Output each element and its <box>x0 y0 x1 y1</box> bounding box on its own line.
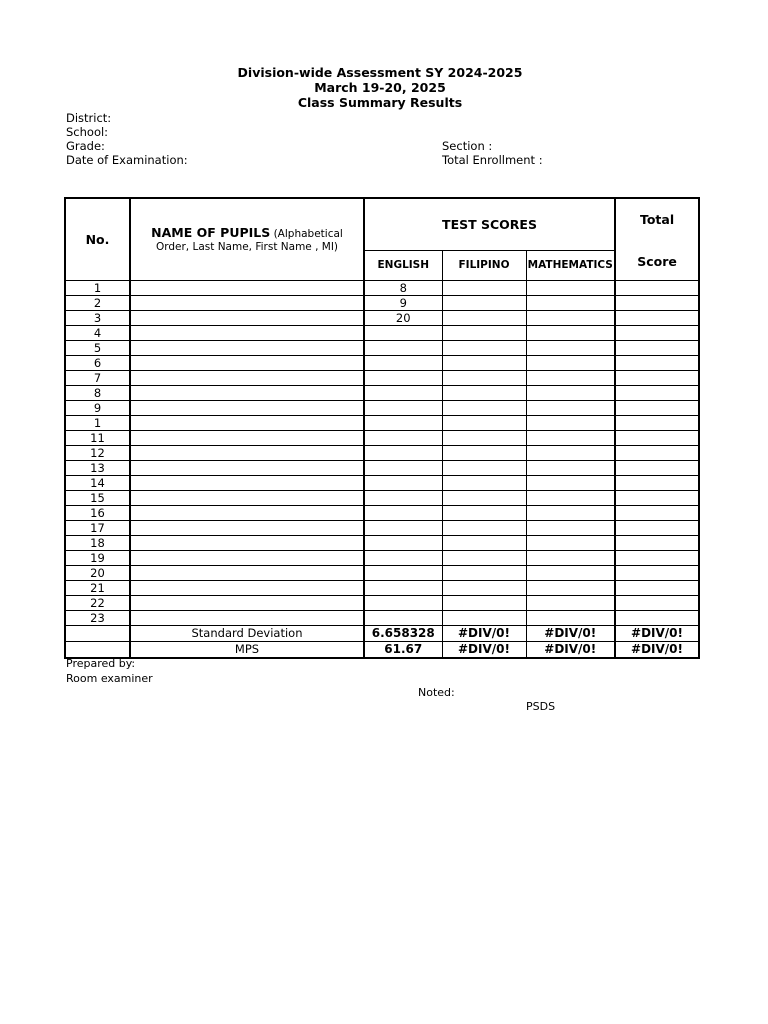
total-score-cell <box>615 611 699 626</box>
table-row <box>65 611 699 626</box>
english-score-cell <box>364 371 442 386</box>
pupil-name-cell <box>130 596 364 611</box>
total-score-cell <box>615 506 699 521</box>
pupil-name-cell <box>130 356 364 371</box>
filipino-score-cell <box>442 446 526 461</box>
filipino-score-cell <box>442 506 526 521</box>
english-score-cell <box>364 521 442 536</box>
mathematics-score-cell <box>526 341 615 356</box>
filipino-score-cell <box>442 281 526 296</box>
row-number: 12 <box>65 446 130 461</box>
filipino-score-cell <box>442 401 526 416</box>
pupil-name-cell <box>130 386 364 401</box>
pupil-name-cell <box>130 566 364 581</box>
enrollment-label: Total Enrollment : <box>442 153 543 167</box>
english-score-cell <box>364 536 442 551</box>
row-number: 13 <box>65 461 130 476</box>
filipino-score-cell <box>442 416 526 431</box>
mps-row-blank <box>65 642 130 659</box>
english-score-cell <box>364 386 442 401</box>
row-number: 2 <box>65 296 130 311</box>
pupil-name-cell <box>130 431 364 446</box>
english-score-cell <box>364 551 442 566</box>
english-score-cell <box>364 341 442 356</box>
pupil-name-cell <box>130 326 364 341</box>
pupil-name-cell <box>130 551 364 566</box>
row-number: 17 <box>65 521 130 536</box>
filipino-score-cell <box>442 596 526 611</box>
row-number: 1 <box>65 281 130 296</box>
total-score-cell <box>615 446 699 461</box>
col-header-score: Score <box>615 250 699 281</box>
total-score-cell <box>615 386 699 401</box>
pupil-name-cell <box>130 311 364 326</box>
mathematics-score-cell <box>526 416 615 431</box>
mathematics-score-cell <box>526 446 615 461</box>
col-header-filipino: FILIPINO <box>442 250 526 281</box>
row-number: 6 <box>65 356 130 371</box>
mathematics-score-cell <box>526 386 615 401</box>
total-score-cell <box>615 401 699 416</box>
row-number: 22 <box>65 596 130 611</box>
pupil-name-cell <box>130 446 364 461</box>
pupil-name-cell <box>130 506 364 521</box>
grade-label: Grade: <box>66 139 105 153</box>
row-number: 18 <box>65 536 130 551</box>
table-row <box>65 461 699 476</box>
filipino-score-cell <box>442 386 526 401</box>
standard-deviation-row-label: Standard Deviation <box>130 626 364 642</box>
doc-subtitle: Class Summary Results <box>297 95 463 110</box>
col-header-no: No. <box>65 198 130 281</box>
standard-deviation-row-filipino: #DIV/0! <box>442 626 526 642</box>
filipino-score-cell <box>442 341 526 356</box>
table-row <box>65 566 699 581</box>
col-header-name-note: (Alphabetical Order, Last Name, First Name , MI) <box>155 227 343 253</box>
mathematics-score-cell <box>526 566 615 581</box>
row-number: 4 <box>65 326 130 341</box>
table-row <box>65 416 699 431</box>
english-score-cell: 20 <box>364 311 442 326</box>
mathematics-score-cell <box>526 491 615 506</box>
table-row <box>65 536 699 551</box>
total-score-cell <box>615 371 699 386</box>
standard-deviation-row-blank <box>65 626 130 642</box>
doc-date: March 19-20, 2025 <box>314 80 446 95</box>
total-score-cell <box>615 491 699 506</box>
row-number: 15 <box>65 491 130 506</box>
mps-row-english: 61.67 <box>364 642 442 659</box>
filipino-score-cell <box>442 431 526 446</box>
table-row <box>65 341 699 356</box>
pupil-name-cell <box>130 371 364 386</box>
mps-row-label: MPS <box>130 642 364 659</box>
row-number: 3 <box>65 311 130 326</box>
pupil-name-cell <box>130 416 364 431</box>
mathematics-score-cell <box>526 611 615 626</box>
english-score-cell <box>364 326 442 341</box>
english-score-cell <box>364 596 442 611</box>
total-score-cell <box>615 461 699 476</box>
mps-row-filipino: #DIV/0! <box>442 642 526 659</box>
table-row <box>65 311 699 326</box>
mathematics-score-cell <box>526 401 615 416</box>
filipino-score-cell <box>442 491 526 506</box>
row-number: 16 <box>65 506 130 521</box>
filipino-score-cell <box>442 311 526 326</box>
row-number: 20 <box>65 566 130 581</box>
col-header-test-scores: TEST SCORES <box>364 198 615 250</box>
total-score-cell <box>615 341 699 356</box>
total-score-cell <box>615 431 699 446</box>
mathematics-score-cell <box>526 326 615 341</box>
filipino-score-cell <box>442 461 526 476</box>
english-score-cell <box>364 491 442 506</box>
total-score-cell <box>615 581 699 596</box>
pupil-name-cell <box>130 461 364 476</box>
filipino-score-cell <box>442 521 526 536</box>
mathematics-score-cell <box>526 311 615 326</box>
filipino-score-cell <box>442 551 526 566</box>
mathematics-score-cell <box>526 506 615 521</box>
table-row <box>65 326 699 341</box>
prepared-by-label: Prepared by: <box>66 657 136 670</box>
english-score-cell <box>364 401 442 416</box>
standard-deviation-row-total: #DIV/0! <box>615 626 699 642</box>
pupil-name-cell <box>130 521 364 536</box>
english-score-cell <box>364 566 442 581</box>
pupil-name-cell <box>130 491 364 506</box>
table-row <box>65 581 699 596</box>
total-score-cell <box>615 551 699 566</box>
row-number: 21 <box>65 581 130 596</box>
table-row <box>65 356 699 371</box>
filipino-score-cell <box>442 356 526 371</box>
noted-label: Noted: <box>418 686 455 699</box>
total-score-cell <box>615 521 699 536</box>
total-score-cell <box>615 356 699 371</box>
mps-row-total: #DIV/0! <box>615 642 699 659</box>
table-row <box>65 431 699 446</box>
total-score-cell <box>615 281 699 296</box>
col-header-mathematics: MATHEMATICS <box>526 250 615 281</box>
total-score-cell <box>615 296 699 311</box>
mps-row <box>65 642 699 659</box>
filipino-score-cell <box>442 296 526 311</box>
filipino-score-cell <box>442 581 526 596</box>
english-score-cell <box>364 476 442 491</box>
mathematics-score-cell <box>526 521 615 536</box>
exam-date-label: Date of Examination: <box>66 153 188 167</box>
total-score-cell <box>615 566 699 581</box>
mathematics-score-cell <box>526 476 615 491</box>
english-score-cell: 8 <box>364 281 442 296</box>
mathematics-score-cell <box>526 356 615 371</box>
pupil-name-cell <box>130 281 364 296</box>
table-row <box>65 506 699 521</box>
row-number: 23 <box>65 611 130 626</box>
school-label: School: <box>66 125 109 139</box>
pupil-name-cell <box>130 401 364 416</box>
filipino-score-cell <box>442 476 526 491</box>
class-summary-table <box>64 197 700 659</box>
filipino-score-cell <box>442 371 526 386</box>
mathematics-score-cell <box>526 551 615 566</box>
mps-row-mathematics: #DIV/0! <box>526 642 615 659</box>
table-row <box>65 281 699 296</box>
mathematics-score-cell <box>526 281 615 296</box>
standard-deviation-row-english: 6.658328 <box>364 626 442 642</box>
table-row <box>65 296 699 311</box>
table-row <box>65 521 699 536</box>
section-label: Section : <box>442 139 493 153</box>
table-row <box>65 491 699 506</box>
col-header-name <box>130 198 364 281</box>
table-row <box>65 476 699 491</box>
english-score-cell <box>364 431 442 446</box>
row-number: 19 <box>65 551 130 566</box>
table-row <box>65 551 699 566</box>
standard-deviation-row-mathematics: #DIV/0! <box>526 626 615 642</box>
total-score-cell <box>615 311 699 326</box>
room-examiner-label: Room examiner <box>66 672 153 685</box>
row-number: 14 <box>65 476 130 491</box>
mathematics-score-cell <box>526 371 615 386</box>
mathematics-score-cell <box>526 536 615 551</box>
mathematics-score-cell <box>526 596 615 611</box>
english-score-cell <box>364 506 442 521</box>
filipino-score-cell <box>442 566 526 581</box>
table-row <box>65 371 699 386</box>
pupil-name-cell <box>130 611 364 626</box>
mathematics-score-cell <box>526 581 615 596</box>
row-number: 5 <box>65 341 130 356</box>
table-row <box>65 386 699 401</box>
total-score-cell <box>615 536 699 551</box>
psds-label: PSDS <box>526 700 556 713</box>
mathematics-score-cell <box>526 431 615 446</box>
english-score-cell <box>364 416 442 431</box>
english-score-cell: 9 <box>364 296 442 311</box>
english-score-cell <box>364 356 442 371</box>
pupil-name-cell <box>130 536 364 551</box>
col-header-name-bold: NAME OF PUPILS <box>151 224 271 240</box>
filipino-score-cell <box>442 611 526 626</box>
pupil-name-cell <box>130 476 364 491</box>
row-number: 7 <box>65 371 130 386</box>
english-score-cell <box>364 461 442 476</box>
total-score-cell <box>615 416 699 431</box>
total-score-cell <box>615 596 699 611</box>
mathematics-score-cell <box>526 461 615 476</box>
doc-title: Division-wide Assessment SY 2024-2025 <box>237 65 523 80</box>
standard-deviation-row <box>65 626 699 642</box>
row-number: 9 <box>65 401 130 416</box>
table-row <box>65 596 699 611</box>
row-number: 1 <box>65 416 130 431</box>
pupil-name-cell <box>130 296 364 311</box>
mathematics-score-cell <box>526 296 615 311</box>
district-label: District: <box>66 111 112 125</box>
col-header-total: Total <box>615 198 699 250</box>
total-score-cell <box>615 326 699 341</box>
row-number: 11 <box>65 431 130 446</box>
pupil-name-cell <box>130 341 364 356</box>
col-header-english: ENGLISH <box>364 250 442 281</box>
total-score-cell <box>615 476 699 491</box>
english-score-cell <box>364 446 442 461</box>
english-score-cell <box>364 611 442 626</box>
table-row <box>65 446 699 461</box>
filipino-score-cell <box>442 536 526 551</box>
english-score-cell <box>364 581 442 596</box>
filipino-score-cell <box>442 326 526 341</box>
pupil-name-cell <box>130 581 364 596</box>
row-number: 8 <box>65 386 130 401</box>
table-row <box>65 401 699 416</box>
